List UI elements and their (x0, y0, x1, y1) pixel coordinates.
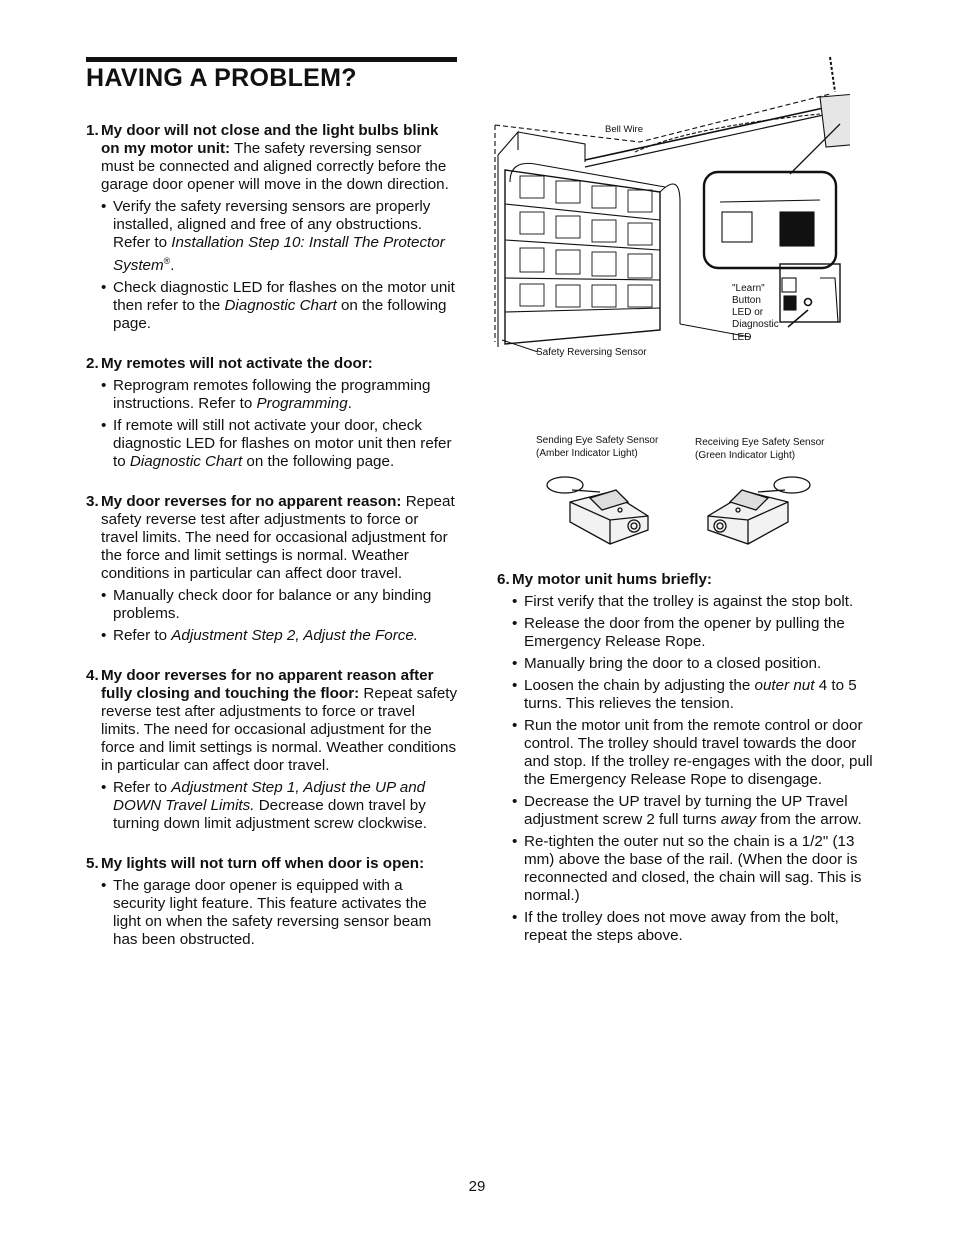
right-column (497, 571, 877, 967)
item-body: Repeat safety reverse test after adjustments to force or travel limits. The need for occasional adjustment for the force and limit settings is normal. Weather conditions in particular can affect door travel. (101, 493, 455, 583)
bullet: • Refer to Adjustment Step 2, Adjust the Force. (101, 627, 458, 645)
item-number: 3. (86, 493, 99, 511)
page-title: HAVING A PROBLEM? (86, 64, 357, 92)
item-heading: My remotes will not activate the door: (101, 355, 373, 373)
receiving-sensor-icon (708, 477, 810, 544)
item-heading: My door reverses for no apparent reason: (101, 493, 402, 511)
bullet: • Manually bring the door to a closed position. (512, 655, 877, 673)
bullet: • Decrease the UP travel by turning the UP Travel adjustment screw 2 full turns away from the arrow. (512, 793, 877, 829)
problem-item-1 (86, 122, 458, 333)
item-number: 2. (86, 355, 99, 373)
bullet: • The garage door opener is equipped with a security light feature. This feature activates the light on when the safety reversing sensor beam has been obstructed. (101, 877, 458, 949)
bullet: • Run the motor unit from the remote control or door control. The trolley should travel towards the door and stop. If the trolley re-engages with the door, pull the Emergency Release Rope to disengage. (512, 717, 877, 789)
item-heading: My door will not close and the light bulbs blink on my motor unit: (101, 122, 439, 157)
item-number: 5. (86, 855, 99, 873)
safety-sensors-illustration (530, 430, 860, 555)
sending-sensor-icon (547, 477, 648, 544)
bullet: • If remote will still not activate your door, check diagnostic LED for flashes on motor unit then refer to Diagnostic Chart on the following page. (101, 417, 458, 471)
page-number: 29 (468, 1178, 486, 1195)
learn-button-label: "Learn" Button LED or Diagnostic LED (732, 283, 779, 343)
bullet: • If the trolley does not move away from the bolt, repeat the steps above. (512, 909, 877, 945)
receiving-eye-label: Receiving Eye Safety Sensor (Green Indicator Light) (695, 437, 825, 461)
bullet: • Reprogram remotes following the programming instructions. Refer to Programming. (101, 377, 458, 413)
problem-item-3 (86, 493, 458, 645)
bullet: • Refer to Adjustment Step 1, Adjust the UP and DOWN Travel Limits. Decrease down travel by turning down limit adjustment screw clockwise. (101, 779, 458, 833)
item-body: The safety reversing sensor must be connected and aligned correctly before the garage door opener will move in the down direction. (101, 140, 449, 193)
bell-wire-label: Bell Wire (605, 124, 644, 135)
title-rule (86, 57, 457, 62)
left-column (86, 122, 458, 971)
item-number: 1. (86, 122, 99, 139)
item-body: Repeat safety reverse test after adjustments to force or travel limits. The need for occasional adjustment for the force and limit settings is normal. Weather conditions in particular can affect door travel. (101, 685, 458, 775)
sending-eye-label: Sending Eye Safety Sensor (Amber Indicator Light) (536, 435, 659, 459)
bullet: • Loosen the chain by adjusting the outer nut 4 to 5 turns. This relieves the tension. (512, 677, 877, 713)
item-number: 4. (86, 667, 99, 685)
problem-item-4 (86, 667, 458, 833)
garage-door-illustration (490, 52, 850, 367)
bullet: • Check diagnostic LED for flashes on the motor unit then refer to the Diagnostic Chart on the following page. (101, 279, 458, 333)
item-heading: My motor unit hums briefly: (512, 571, 712, 588)
problem-item-2 (86, 355, 458, 471)
bullet: • First verify that the trolley is against the stop bolt. (512, 593, 877, 611)
problem-item-5 (86, 855, 458, 949)
item-heading: My door reverses for no apparent reason after fully closing and touching the floor: (101, 667, 434, 703)
problem-item-6 (497, 571, 877, 945)
bullet: • Verify the safety reversing sensors are properly installed, aligned and free of any obstructions. Refer to Installation Step 10: Install The Protector System®. (101, 198, 458, 275)
bullet: • Re-tighten the outer nut so the chain is a 1/2" (13 mm) above the base of the rail. (When the door is reconnected and closed, the chain will sag. This is normal.) (512, 833, 877, 905)
safety-sensor-label: Safety Reversing Sensor (536, 347, 647, 358)
bullet: • Release the door from the opener by pulling the Emergency Release Rope. (512, 615, 877, 651)
bullet: • Manually check door for balance or any binding problems. (101, 587, 458, 623)
item-number: 6. (497, 571, 510, 588)
item-heading: My lights will not turn off when door is open: (101, 855, 425, 873)
